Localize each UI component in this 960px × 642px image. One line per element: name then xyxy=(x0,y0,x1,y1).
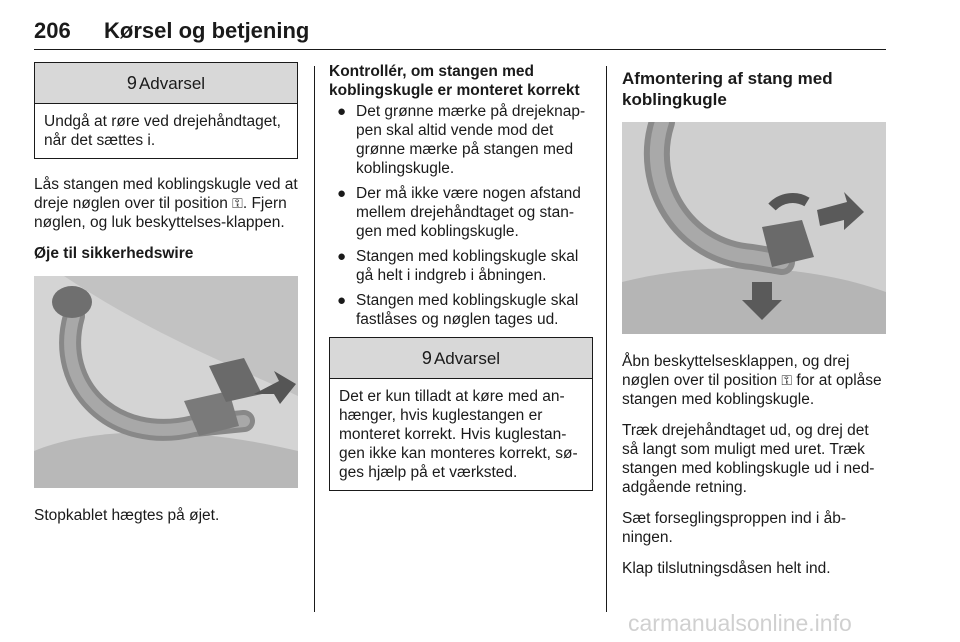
plug-instruction: Sæt forseglingsproppen ind i åb-ningen. xyxy=(622,510,847,546)
page-number: 206 xyxy=(34,18,71,43)
list-item: ● Stangen med koblingskugle skal fastlåses og nøglen tages ud. xyxy=(337,292,579,328)
lock-instruction: Lås stangen med koblingskugle ved at dreje nøglen over til position ⚿. Fjern nøglen, og luk beskyttelses-klappen. xyxy=(34,176,298,231)
bullet-icon: ● xyxy=(337,185,347,202)
warning-title: Advarsel xyxy=(433,348,501,368)
list-item: ● Der må ikke være nogen afstand mellem drejehåndtaget og stan-gen med koblingskugle. xyxy=(337,185,581,240)
figure-caption: Stopkablet hægtes på øjet. xyxy=(34,507,220,524)
key-position-icon: ⚿ xyxy=(232,195,243,211)
warning-title: Advarsel xyxy=(138,73,206,93)
safety-eye-illustration xyxy=(34,276,298,488)
watermark: carmanualsonline.info xyxy=(628,610,852,636)
page-header xyxy=(34,18,886,48)
section-heading: Afmontering af stang med koblingkugle xyxy=(622,69,833,109)
column-right xyxy=(622,62,886,590)
column-middle xyxy=(329,62,593,507)
checklist xyxy=(329,102,593,329)
chapter-title: Kørsel og betjening xyxy=(104,18,310,43)
warning-icon: 9 xyxy=(421,347,432,368)
header-rule xyxy=(34,49,886,50)
warning-header xyxy=(330,338,592,379)
column-left xyxy=(34,62,298,537)
removal-illustration xyxy=(622,122,886,334)
section-subheading: Øje til sikkerhedswire xyxy=(34,245,194,262)
bullet-icon: ● xyxy=(337,292,347,309)
column-divider-1 xyxy=(314,66,315,612)
bullet-icon: ● xyxy=(337,103,347,120)
section-subheading: Kontrollér, om stangen med koblingskugle er monteret korrekt xyxy=(329,63,580,99)
list-item: ● Stangen med koblingskugle skal gå helt i indgreb i åbningen. xyxy=(337,248,579,284)
warning-header xyxy=(35,63,297,104)
fold-instruction: Klap tilslutningsdåsen helt ind. xyxy=(622,560,831,577)
warning-box xyxy=(34,62,298,159)
list-item: ● Det grønne mærke på drejeknap-pen skal altid vende mod det grønne mærke på stangen med koblingskugle. xyxy=(337,103,586,177)
pull-instruction: Træk drejehåndtaget ud, og drej det så langt som muligt med uret. Træk stangen med koblingskugle ud i ned-adgående retning. xyxy=(622,422,875,496)
warning-text: Undgå at røre ved drejehåndtaget, når det sættes i. xyxy=(44,113,281,149)
warning-text: Det er kun tilladt at køre med an-hænger, hvis kuglestangen er monteret korrekt. Hvis kuglestan-gen ikke kan monteres korrekt, sø-ges hjælp på et værksted. xyxy=(339,388,578,481)
bullet-icon: ● xyxy=(337,248,347,265)
warning-icon: 9 xyxy=(126,72,137,93)
column-divider-2 xyxy=(606,66,607,612)
unlock-instruction: Åbn beskyttelsesklappen, og drej nøglen over til position ⚿ for at oplåse stangen med koblingskugle. xyxy=(622,353,882,408)
key-position-icon: ⚿ xyxy=(781,372,793,388)
warning-box xyxy=(329,337,593,491)
